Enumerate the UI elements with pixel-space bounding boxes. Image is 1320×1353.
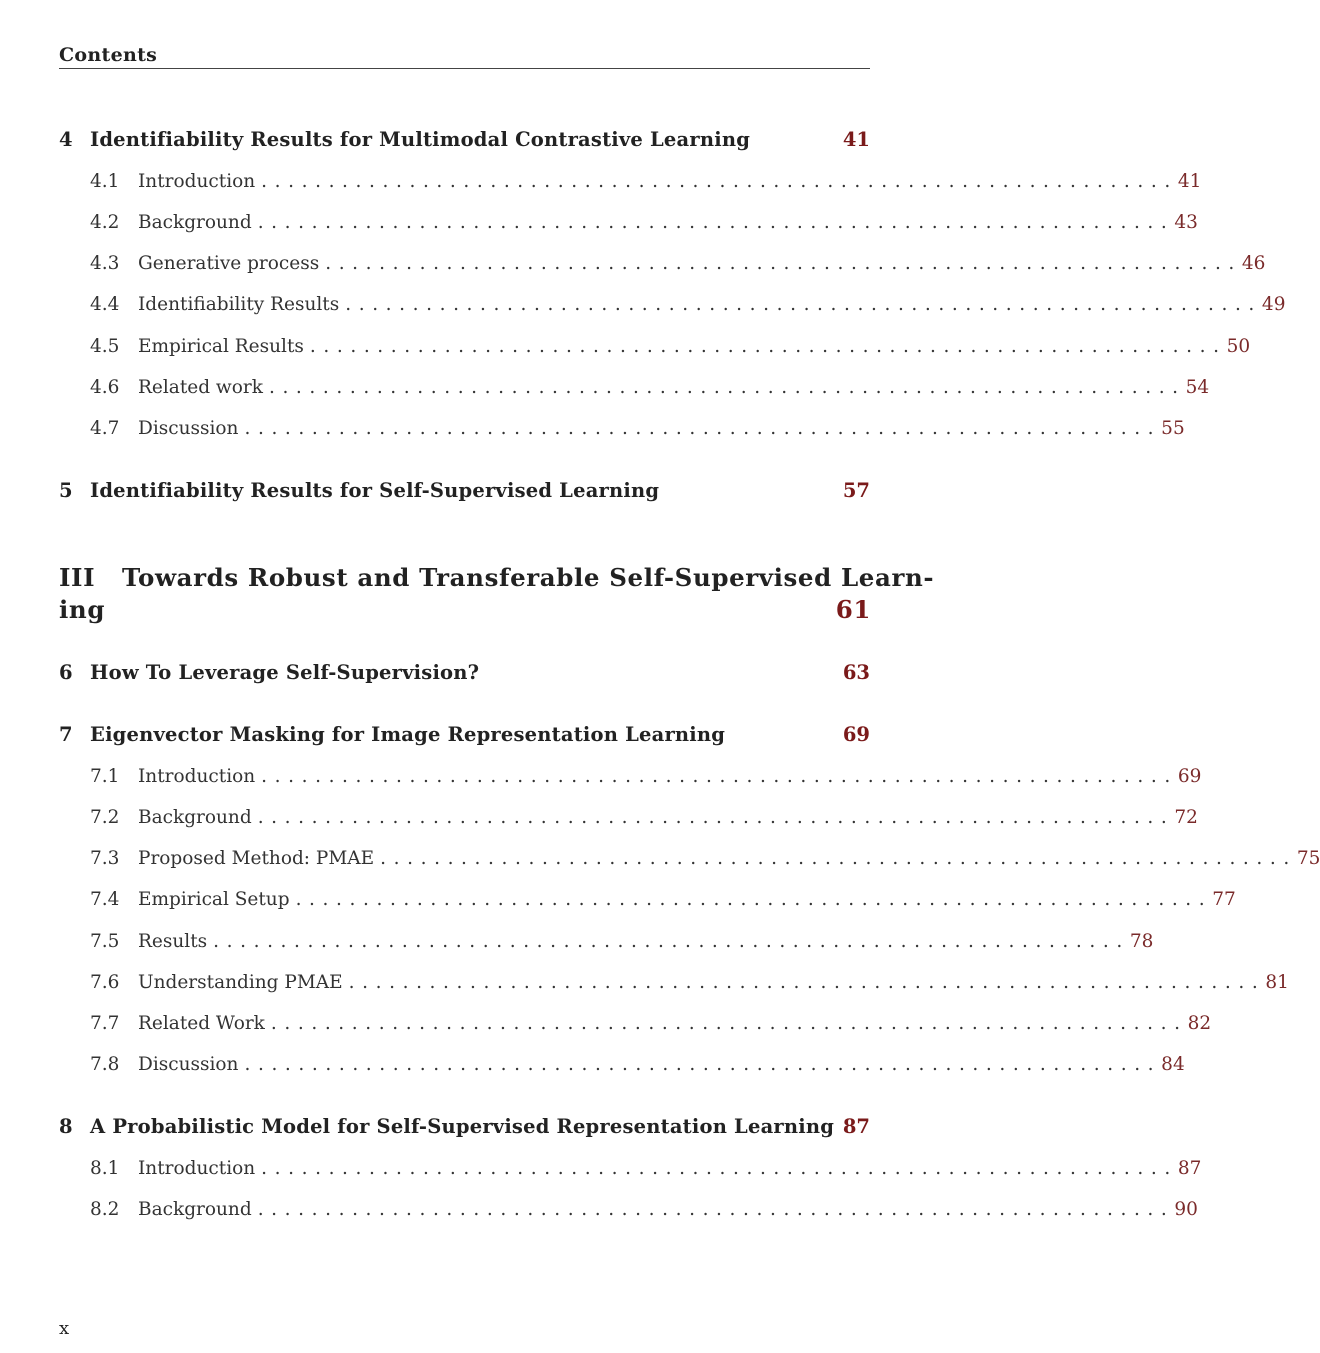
section-title: Introduction [138,1158,256,1179]
section-number: 4.2 [90,212,120,233]
section-page[interactable]: 43 [1174,212,1198,233]
section-page[interactable]: 50 [1226,336,1251,357]
chapter-title: Eigenvector Masking for Image Representation Learning [90,723,726,746]
dot-leader: .................................................................... [244,418,1162,439]
section-title: Discussion [138,1054,239,1075]
dot-leader: .................................................................... [348,972,1266,993]
section-title: Empirical Setup [138,889,290,910]
section-title: Background [138,1199,252,1220]
dot-leader: .................................................................... [309,336,1227,357]
section-page[interactable]: 69 [1177,766,1202,787]
section-number: 7.4 [90,889,120,910]
chapter-title: A Probabilistic Model for Self-Supervised Representation Learning [90,1115,835,1138]
section-number: 8.2 [90,1199,120,1220]
chapter-title: Identifiability Results for Multimodal Contrastive Learning [90,128,751,151]
dot-leader: .................................................................... [257,212,1175,233]
part-title-line1: Towards Robust and Transferable Self-Supervised Learn- [122,563,935,592]
chapter-number: 4 [59,128,73,151]
section-title: Related Work [138,1013,265,1034]
chapter-page[interactable]: 41 [842,128,870,151]
section-number: 7.2 [90,807,120,828]
part-page[interactable]: 61 [835,595,871,624]
section-title: Background [138,212,252,233]
section-number: 4.5 [90,336,120,357]
section-title: Results [138,931,208,952]
section-title: Related work [138,377,263,398]
section-number: 7.8 [90,1054,120,1075]
section-number: 4.7 [90,418,120,439]
section-page[interactable]: 81 [1265,972,1289,993]
section-title: Understanding PMAE [138,972,343,993]
dot-leader: .................................................................... [257,807,1175,828]
section-page[interactable]: 78 [1129,931,1154,952]
section-title: Background [138,807,252,828]
section-page[interactable]: 84 [1161,1054,1185,1075]
chapter-title: Identifiability Results for Self-Supervised Learning [90,479,660,502]
section-page[interactable]: 55 [1161,418,1185,439]
dot-leader: .................................................................... [325,253,1242,274]
chapter-number: 6 [59,661,73,684]
section-number: 7.5 [90,931,120,952]
chapter-page[interactable]: 87 [842,1115,870,1138]
section-number: 4.3 [90,253,120,274]
section-page[interactable]: 72 [1174,807,1198,828]
section-number: 4.1 [90,171,120,192]
chapter-page[interactable]: 63 [842,661,870,684]
section-number: 7.3 [90,848,120,869]
section-number: 7.7 [90,1013,120,1034]
section-number: 4.4 [90,294,120,315]
chapter-number: 7 [59,723,73,746]
section-title: Proposed Method: PMAE [138,848,375,869]
section-title: Discussion [138,418,239,439]
dot-leader: .................................................................... [261,766,1178,787]
dot-leader: .................................................................... [270,1013,1188,1034]
section-page[interactable]: 82 [1187,1013,1212,1034]
part-title-line2: ing [59,595,106,624]
running-header: Contents [59,44,870,69]
section-title: Empirical Results [138,336,304,357]
section-number: 7.1 [90,766,120,787]
section-page[interactable]: 54 [1185,377,1210,398]
dot-leader: .................................................................... [380,848,1297,869]
section-title: Introduction [138,171,256,192]
section-title: Generative process [138,253,320,274]
dot-leader: .................................................................... [213,931,1130,952]
chapter-number: 5 [59,479,73,502]
chapter-number: 8 [59,1115,73,1138]
section-page[interactable]: 41 [1177,171,1202,192]
dot-leader: .................................................................... [261,1158,1178,1179]
part-number: III [59,563,96,592]
page-number: x [59,1318,70,1339]
chapter-page[interactable]: 57 [842,479,870,502]
section-page[interactable]: 46 [1241,253,1266,274]
section-page[interactable]: 75 [1296,848,1320,869]
section-number: 7.6 [90,972,120,993]
section-page[interactable]: 77 [1212,889,1236,910]
section-page[interactable]: 49 [1261,294,1286,315]
section-number: 4.6 [90,377,120,398]
section-number: 8.1 [90,1158,120,1179]
dot-leader: .................................................................... [268,377,1186,398]
section-page[interactable]: 87 [1177,1158,1202,1179]
section-title: Introduction [138,766,256,787]
section-title: Identifiability Results [138,294,340,315]
dot-leader: .................................................................... [345,294,1262,315]
dot-leader: .................................................................... [244,1054,1162,1075]
dot-leader: .................................................................... [261,171,1178,192]
dot-leader: .................................................................... [257,1199,1175,1220]
dot-leader: .................................................................... [295,889,1213,910]
chapter-page[interactable]: 69 [842,723,870,746]
section-page[interactable]: 90 [1174,1199,1198,1220]
chapter-title: How To Leverage Self-Supervision? [90,661,480,684]
